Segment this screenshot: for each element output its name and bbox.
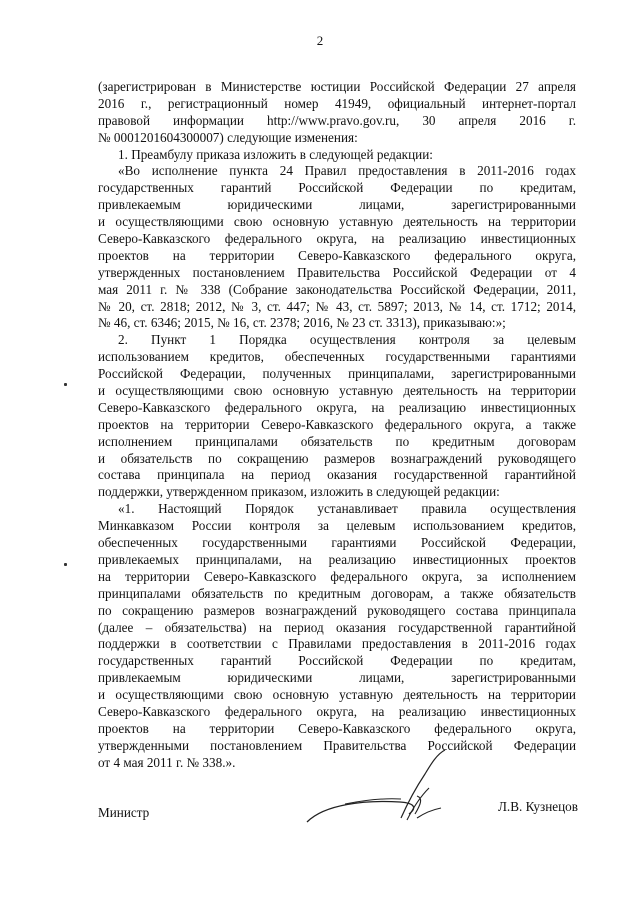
text-line: проектов на территории Северо-Кавказского федерального округа, а также [98, 416, 576, 432]
document-body [98, 79, 576, 772]
text-line: привлекаемых принципалами, на реализацию инвестиционных проектов [98, 551, 576, 567]
text-line: по сокращению размеров вознаграждений руководящего состава принципала [98, 602, 576, 618]
page-number: 2 [316, 33, 324, 48]
text-line: привлекаемым юридическими лицами, зарегистрированными [98, 670, 576, 686]
text-line: (далее – обязательства) на период оказания государственной гарантийной [98, 619, 576, 635]
paragraph-1-heading: 1. Преамбулу приказа изложить в следующей редакции: [118, 146, 433, 162]
text-line: № 0001201604300007) следующие изменения: [98, 129, 358, 145]
text-line: Северо-Кавказского федерального округа, на реализацию инвестиционных [98, 231, 576, 247]
text-line: утвержденными постановлением Правительства Российской Федерации [98, 737, 576, 753]
text-line: утвержденных постановлением Правительства Российской Федерации от 4 [98, 264, 576, 280]
text-line: Российской Федерации, полученных принципалами, зарегистрированными [98, 366, 576, 382]
text-line: от 4 мая 2011 г. № 338.». [98, 754, 236, 770]
text-line: (зарегистрирован в Министерстве юстиции Российской Федерации 27 апреля [98, 79, 576, 94]
text-line: государственных гарантий Российской Федерации по кредитам, [98, 180, 576, 196]
text-line: государственных гарантий Российской Федерации по кредитам, [98, 653, 576, 669]
text-line: на территории Северо-Кавказского федерального округа, за исполнением [98, 568, 576, 584]
text-line: состава принципала на период оказания государственной гарантийной [98, 467, 576, 483]
text-line: проектов на территории Северо-Кавказского федерального округа, [98, 720, 576, 736]
text-line: мая 2011 г. № 338 (Собрание законодательства Российской Федерации, 2011, [98, 281, 576, 297]
text-line: поддержки в соответствии с Правилами предоставления в 2011-2016 годах [98, 636, 576, 652]
text-line: привлекаемым юридическими лицами, зарегистрированными [98, 197, 576, 213]
text-line: обеспеченных государственными гарантиями Российской Федерации, [98, 535, 576, 551]
text-line: «Во исполнение пункта 24 Правил предоставления в 2011-2016 годах [118, 163, 576, 179]
text-line: использованием кредитов, обеспеченных государственными гарантиями [98, 349, 576, 365]
text-line: Северо-Кавказского федерального округа, на реализацию инвестиционных [98, 703, 576, 719]
text-line: и осуществляющими свою основную уставную деятельность на территории [98, 687, 576, 703]
text-line: поддержки, утвержденном приказом, изложить в следующей редакции: [98, 484, 500, 500]
text-line: 2016 г., регистрационный номер 41949, официальный интернет-портал [98, 95, 576, 111]
text-line: правовой информации http://www.pravo.gov.ru, 30 апреля 2016 г. [98, 112, 576, 128]
text-line: принципалами обязательств по кредитным договорам, а также обязательств [98, 585, 576, 601]
text-line: и осуществляющими свою основную уставную деятельность на территории [98, 214, 576, 230]
quoted-paragraph-heading: «1. Настоящий Порядок устанавливает правила осуществления [118, 501, 576, 517]
text-line: № 20, ст. 2818; 2012, № 3, ст. 447; № 43, ст. 5897; 2013, № 14, ст. 1712; 2014, [98, 298, 576, 314]
signature-block [98, 799, 578, 835]
signatory-name: Л.В. Кузнецов [497, 799, 578, 814]
paragraph-2-heading: 2. Пункт 1 Порядка осуществления контроля за целевым [118, 332, 576, 348]
scan-speck [64, 383, 67, 386]
text-line: Минкавказом России контроля за целевым использованием кредитов, [98, 518, 576, 534]
text-line: исполнением принципалами обязательств по кредитным договорам [98, 433, 576, 449]
text-line: № 46, ст. 6346; 2015, № 16, ст. 2378; 2016, № 23 ст. 3313), приказываю:»; [98, 315, 506, 331]
scan-speck [64, 563, 67, 566]
signatory-title: Министр [98, 805, 150, 820]
text-line: и обязательств по сокращению размеров вознаграждений руководящего [98, 450, 576, 466]
text-line: Северо-Кавказского федерального округа, на реализацию инвестиционных [98, 399, 576, 415]
text-line: и осуществляющими свою основную уставную деятельность на территории [98, 383, 576, 399]
text-line: проектов на территории Северо-Кавказского федерального округа, [98, 247, 576, 263]
